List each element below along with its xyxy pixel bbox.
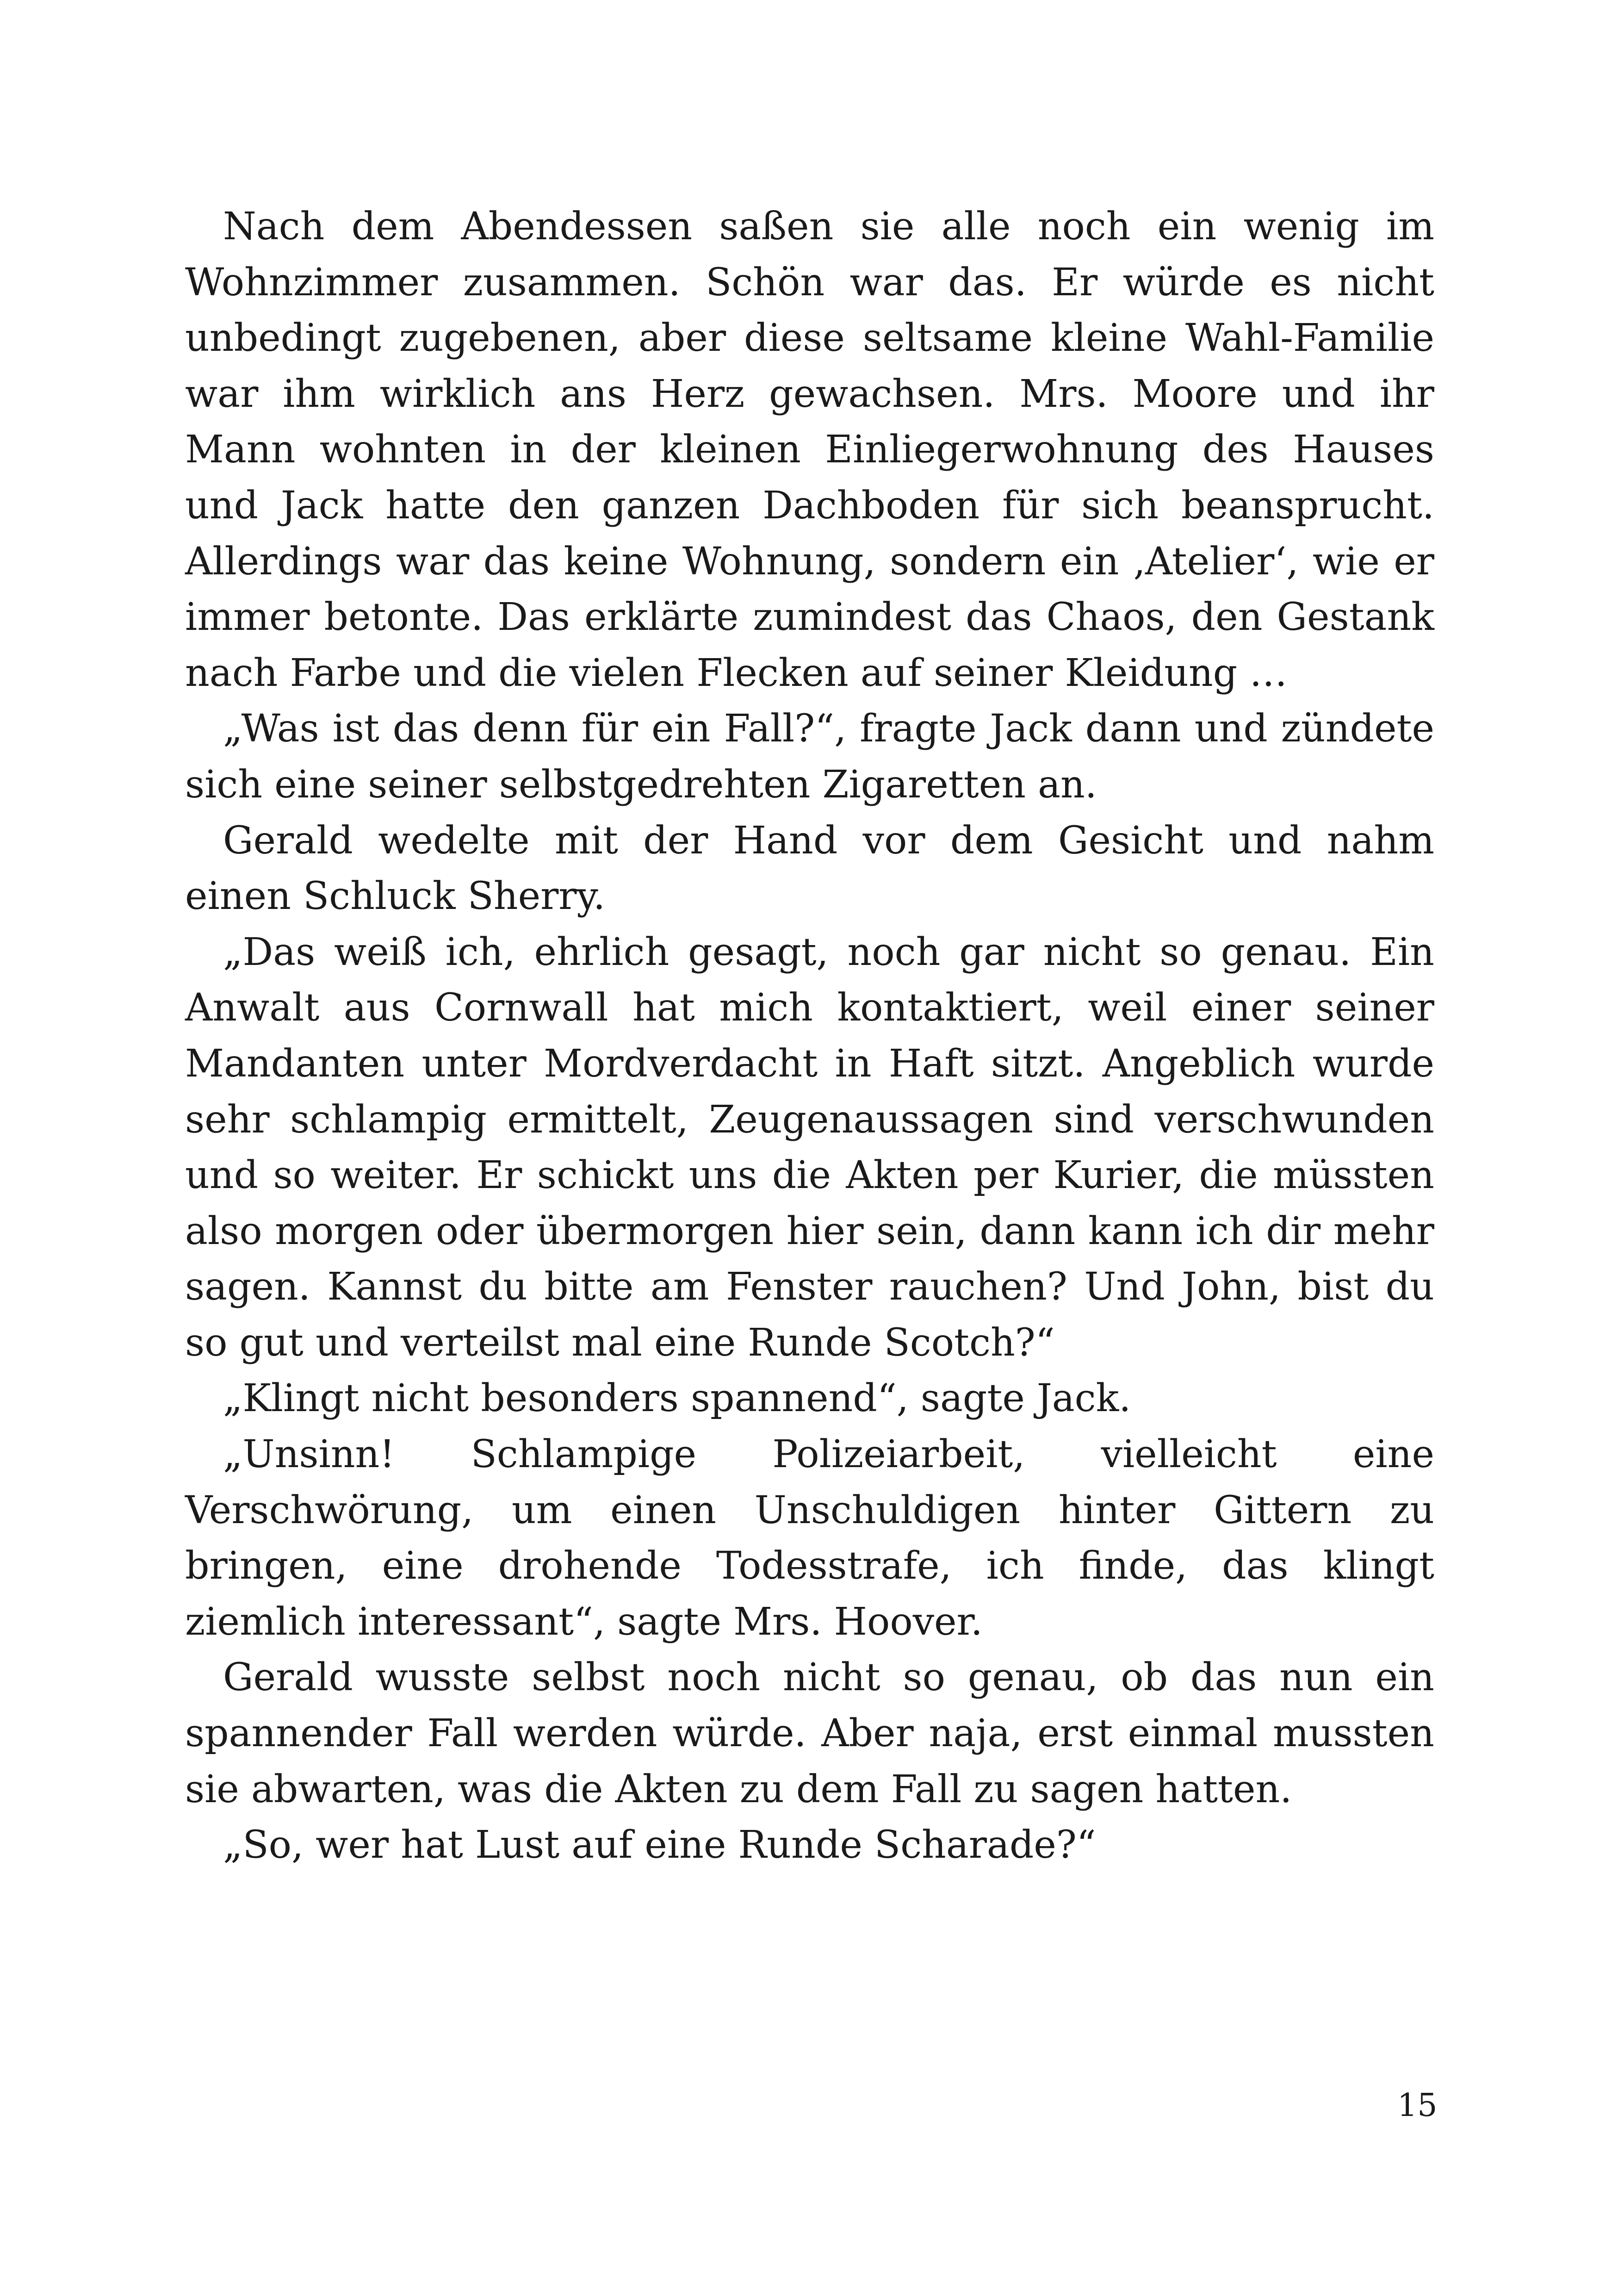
paragraph-4: „Das weiß ich, ehrlich gesagt, noch gar nicht so genau. Ein Anwalt aus Cornwall hat mich kontaktiert, weil einer seiner Mandanten unter Mordverdacht in Haft sitzt. Angeblich wurde sehr schlampig ermittelt, Zeugenaussagen sind verschwunden und so weiter. Er schickt uns die Akten per Kurier, die müssten also morgen oder übermorgen hier sein, dann kann ich dir mehr sagen. Kannst du bitte am Fenster rauchen? Und John, bist du so gut und verteilst mal eine Runde Scotch?“ <box>185 930 1434 1365</box>
paragraph-7: Gerald wusste selbst noch nicht so genau, ob das nun ein spannender Fall werden würde. Aber naja, erst einmal mussten sie abwarten, was die Akten zu dem Fall zu sagen hatten. <box>185 1655 1434 1811</box>
paragraph-1: Nach dem Abendessen saßen sie alle noch ein wenig im Wohnzimmer zusammen. Schön war das. Er würde es nicht unbedingt zugebenen, aber diese seltsame kleine Wahl-Familie war ihm wirklich ans Herz gewachsen. Mrs. Moore und ihr Mann wohnten in der kleinen Einliegerwohnung des Hauses und Jack hatte den ganzen Dachboden für sich beansprucht. Allerdings war das keine Wohnung, sondern ein ‚Atelier‘, wie er immer betonte. Das erklärte zumindest das Chaos, den Gestank nach Farbe und die vielen Flecken auf seiner Kleidung … <box>185 205 1434 695</box>
paragraph-3: Gerald wedelte mit der Hand vor dem Gesicht und nahm einen Schluck Sherry. <box>185 818 1434 919</box>
paragraph-6: „Unsinn! Schlampige Polizeiarbeit, vielleicht eine Verschwörung, um einen Unschuldigen hinter Gittern zu bringen, eine drohende Todesstrafe, ich finde, das klingt ziemlich interessant“, sagte Mrs. Hoover. <box>185 1432 1434 1644</box>
paragraph-2: „Was ist das denn für ein Fall?“, fragte Jack dann und zündete sich eine seiner selbstgedrehten Zigaretten an. <box>185 707 1434 807</box>
body-text <box>185 199 1434 1873</box>
page-number: 15 <box>1397 2087 1438 2124</box>
paragraph-5: „Klingt nicht besonders spannend“, sagte Jack. <box>223 1376 1131 1421</box>
paragraph-8: „So, wer hat Lust auf eine Runde Scharade?“ <box>223 1823 1096 1867</box>
